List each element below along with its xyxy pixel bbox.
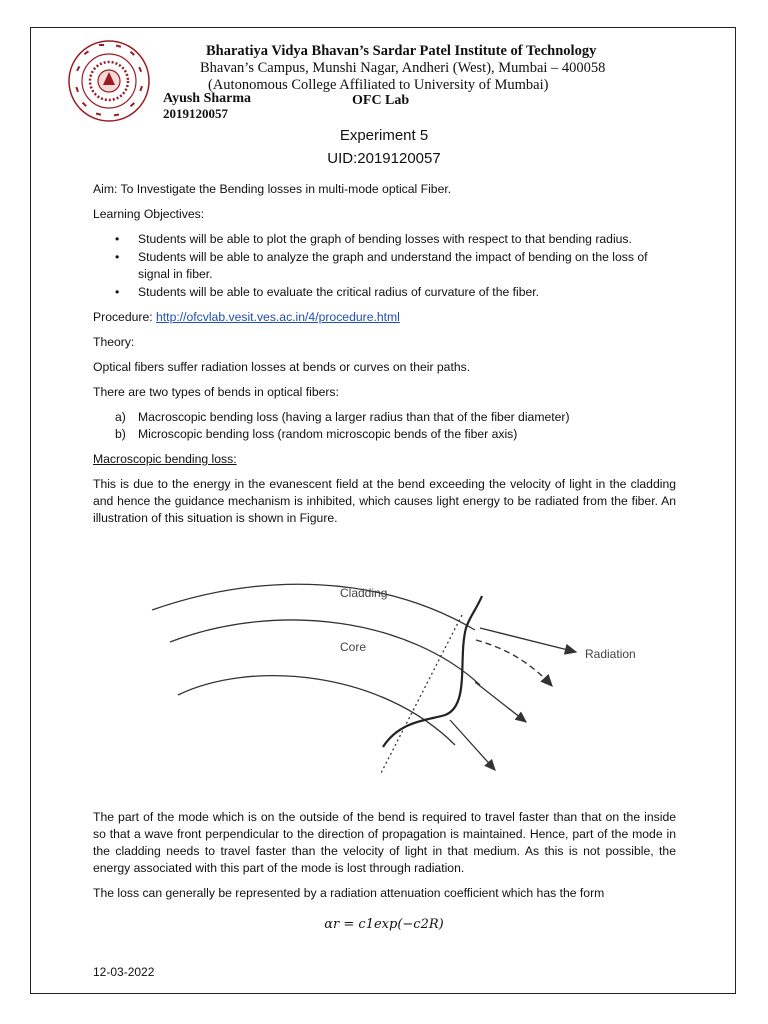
bend-types-list bbox=[93, 409, 676, 443]
document-body-continued bbox=[93, 809, 676, 910]
bend-type-text: Microscopic bending loss (random microscopic bends of the fiber axis) bbox=[138, 427, 518, 441]
objective-item: • Students will be able to evaluate the critical radius of curvature of the fiber. bbox=[93, 284, 676, 301]
theory-intro: Optical fibers suffer radiation losses at bends or curves on their paths. bbox=[93, 360, 471, 374]
wavefront-line bbox=[380, 615, 462, 775]
bend-type-item bbox=[93, 409, 676, 426]
bend-type-item bbox=[93, 426, 676, 443]
theory-heading: Theory: bbox=[93, 335, 135, 349]
institute-name: Bharatiya Vidya Bhavan’s Sardar Patel Institute of Technology bbox=[206, 43, 597, 59]
objectives-heading: Learning Objectives: bbox=[93, 207, 205, 221]
radiation-arrow-lower bbox=[475, 682, 526, 722]
objective-item: • Students will be able to analyze the graph and understand the impact of bending on the loss of signal in fiber. bbox=[93, 249, 676, 283]
radiation-arrow bbox=[480, 628, 576, 652]
list-marker: b) bbox=[115, 427, 126, 441]
aim-label: Aim: bbox=[93, 182, 118, 196]
bend-types-intro: There are two types of bends in optical fibers: bbox=[93, 385, 339, 399]
procedure-link[interactable]: http://ofcvlab.vesit.ves.ac.in/4/procedure.html bbox=[156, 310, 400, 324]
macro-paragraph: This is due to the energy in the evanescent field at the bend exceeding the velocity of light in the cladding and hence the guidance mechanism is inhibited, which causes light energy to be radiated from the fiber. An illustration of this situation is shown in Figure. bbox=[93, 477, 676, 525]
author-uid-partial: 2019120057 bbox=[163, 106, 228, 121]
procedure-label: Procedure: bbox=[93, 310, 157, 324]
institute-logo bbox=[66, 38, 152, 124]
bend-type-text: Macroscopic bending loss (having a larger radius than that of the fiber diameter) bbox=[138, 410, 570, 424]
core-label: Core bbox=[340, 640, 367, 654]
list-marker: a) bbox=[115, 410, 126, 424]
core-boundary bbox=[170, 620, 480, 685]
radiation-label: Radiation bbox=[585, 647, 636, 661]
radiation-dashed-arrow bbox=[476, 640, 552, 686]
bend-figure bbox=[150, 570, 650, 785]
aim-text: To Investigate the Bending losses in multi-mode optical Fiber. bbox=[117, 182, 452, 196]
document-body bbox=[93, 181, 676, 535]
objectives-list bbox=[93, 231, 676, 301]
objective-item: • Students will be able to plot the graph of bending losses with respect to that bending radius. bbox=[93, 231, 676, 248]
institute-affiliation: (Autonomous College Affiliated to University of Mumbai) bbox=[208, 77, 549, 93]
lab-name: OFC Lab bbox=[352, 93, 410, 108]
aim-paragraph bbox=[93, 181, 676, 198]
document-date: 12-03-2022 bbox=[93, 965, 155, 979]
uid-title: UID:2019120057 bbox=[327, 150, 441, 167]
loss-paragraph: The loss can generally be represented by a radiation attenuation coefficient which has the form bbox=[93, 886, 605, 900]
attenuation-formula: αr = c1exp(−c2R) bbox=[324, 917, 444, 932]
mode-profile-curve bbox=[383, 596, 482, 747]
procedure-paragraph bbox=[93, 309, 676, 326]
radiation-arrow-bottom bbox=[450, 720, 495, 770]
macro-heading: Macroscopic bending loss: bbox=[93, 452, 237, 466]
cladding-outer-boundary bbox=[152, 584, 475, 630]
experiment-title: Experiment 5 bbox=[339, 127, 429, 144]
institute-address: Bhavan’s Campus, Munshi Nagar, Andheri (West), Mumbai – 400058 bbox=[200, 60, 606, 76]
cladding-label: Cladding bbox=[340, 586, 388, 600]
mode-paragraph: The part of the mode which is on the outside of the bend is required to travel faster than that on the inside so that a wave front perpendicular to the direction of propagation is maintained. Hence, part of the mode in the cladding needs to travel faster than the velocity of light in that medium. As this is not possible, the energy associated with this part of the mode is lost through radiation. bbox=[93, 810, 676, 875]
author-name: Ayush Sharma bbox=[163, 91, 252, 106]
